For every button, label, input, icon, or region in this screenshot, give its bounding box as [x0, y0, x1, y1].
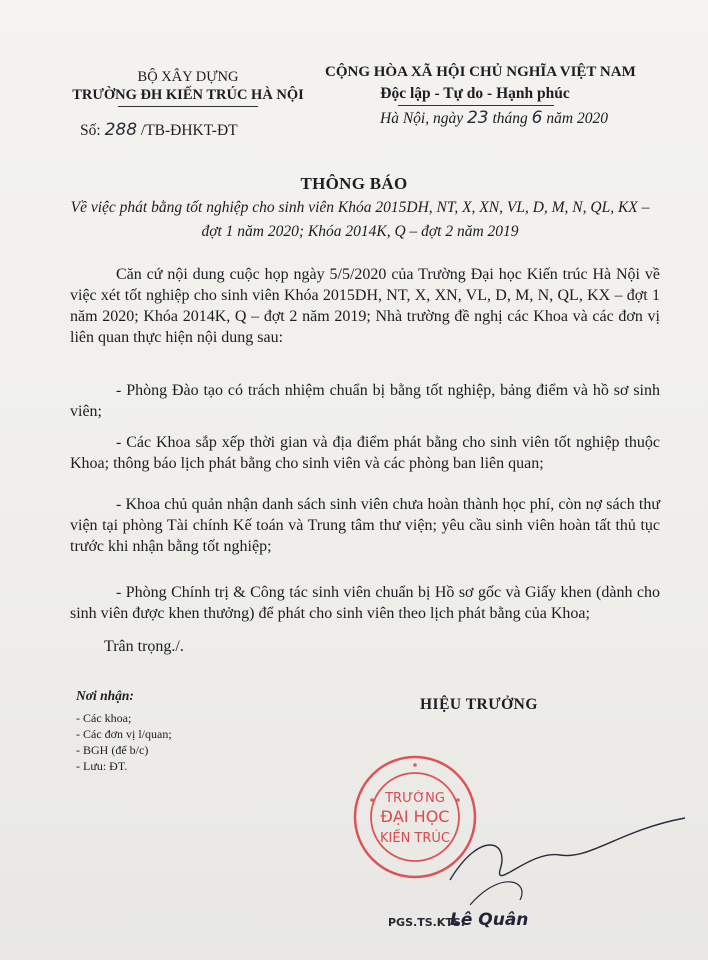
body-item-4: - Phòng Chính trị & Công tác sinh viên chuẩn bị Hồ sơ gốc và Giấy khen (dành cho sinh viên được khen thưởng) để phát cho sinh viên theo lịch phát bằng của Khoa;	[70, 584, 660, 622]
recipients-list	[76, 710, 172, 774]
signature-stroke-icon	[440, 810, 690, 920]
seal-line-3: KIẾN TRÚC	[380, 831, 450, 846]
doc-number-prefix: Số:	[80, 122, 101, 139]
doc-number-suffix: /TB-ĐHKT-ĐT	[140, 122, 238, 139]
seal-line-2: ĐẠI HỌC	[380, 807, 450, 826]
body-item-1: - Phòng Đào tạo có trách nhiệm chuẩn bị bằng tốt nghiệp, bảng điểm và hồ sơ sinh viên;	[70, 382, 660, 420]
ministry-name: BỘ XÂY DỰNG	[137, 69, 239, 85]
signatory-position: HIỆU TRƯỞNG	[420, 696, 538, 713]
recipient-item: - Các khoa;	[76, 711, 132, 725]
signer-title: PGS.TS.KTS.	[388, 916, 465, 929]
date-month-handwritten: 6	[531, 108, 543, 128]
national-motto: Độc lập - Tự do - Hạnh phúc	[380, 85, 570, 102]
university-name: TRƯỜNG ĐH KIẾN TRÚC HÀ NỘI	[72, 87, 304, 103]
body-item-3: - Khoa chủ quản nhận danh sách sinh viên chưa hoàn thành học phí, còn nợ sách thư viện tại phòng Tài chính Kế toán và Trung tâm thư viện; yêu cầu sinh viên hoàn tất thủ tục trước khi nhận bằng tốt nghiệp;	[70, 496, 660, 555]
recipient-item: - Các đơn vị l/quan;	[76, 727, 172, 741]
body-closing: Trân trọng./.	[104, 638, 184, 655]
header-left-underline	[118, 106, 258, 107]
document-number	[80, 120, 238, 140]
document-subtitle: Về việc phát bằng tốt nghiệp cho sinh viên Khóa 2015DH, NT, X, XN, VL, D, M, N, QL, KX – đợt 1 năm 2020; Khóa 2014K, Q – đợt 2 năm 2019	[70, 199, 650, 240]
body-item-2: - Các Khoa sắp xếp thời gian và địa điểm phát bằng cho sinh viên tốt nghiệp thuộc Khoa; thông báo lịch phát bằng cho sinh viên và các phòng ban liên quan;	[70, 434, 660, 472]
document-title: THÔNG BÁO	[300, 174, 408, 193]
body-intro: Căn cứ nội dung cuộc họp ngày 5/5/2020 của Trường Đại học Kiến trúc Hà Nội về việc xét tốt nghiệp cho sinh viên Khóa 2015DH, NT, X, XN, VL, D, M, N, QL, KX – đợt 1 năm 2020; Khóa 2014K, Q – đợt 2 năm 2019; Nhà trường đề nghị các Khoa và các đơn vị liên quan thực hiện nội dung sau:	[70, 266, 660, 346]
date-month-label: tháng	[492, 110, 528, 127]
seal-line-1: TRƯỜNG	[385, 791, 445, 806]
signer-name: Lê Quân	[450, 910, 529, 930]
date-year: năm 2020	[546, 110, 608, 127]
doc-number-handwritten: 288	[104, 120, 138, 140]
issuer-header	[58, 68, 318, 104]
date-prefix: Hà Nội, ngày	[380, 110, 464, 127]
national-header	[325, 62, 636, 104]
date-day-handwritten: 23	[466, 108, 489, 128]
republic-name: CỘNG HÒA XÃ HỘI CHỦ NGHĨA VIỆT NAM	[325, 64, 636, 80]
recipients-title: Nơi nhận:	[76, 688, 134, 703]
document-date	[380, 108, 608, 128]
header-right-underline	[398, 105, 554, 106]
recipient-item: - Lưu: ĐT.	[76, 759, 128, 773]
recipient-item: - BGH (để b/c)	[76, 743, 149, 757]
